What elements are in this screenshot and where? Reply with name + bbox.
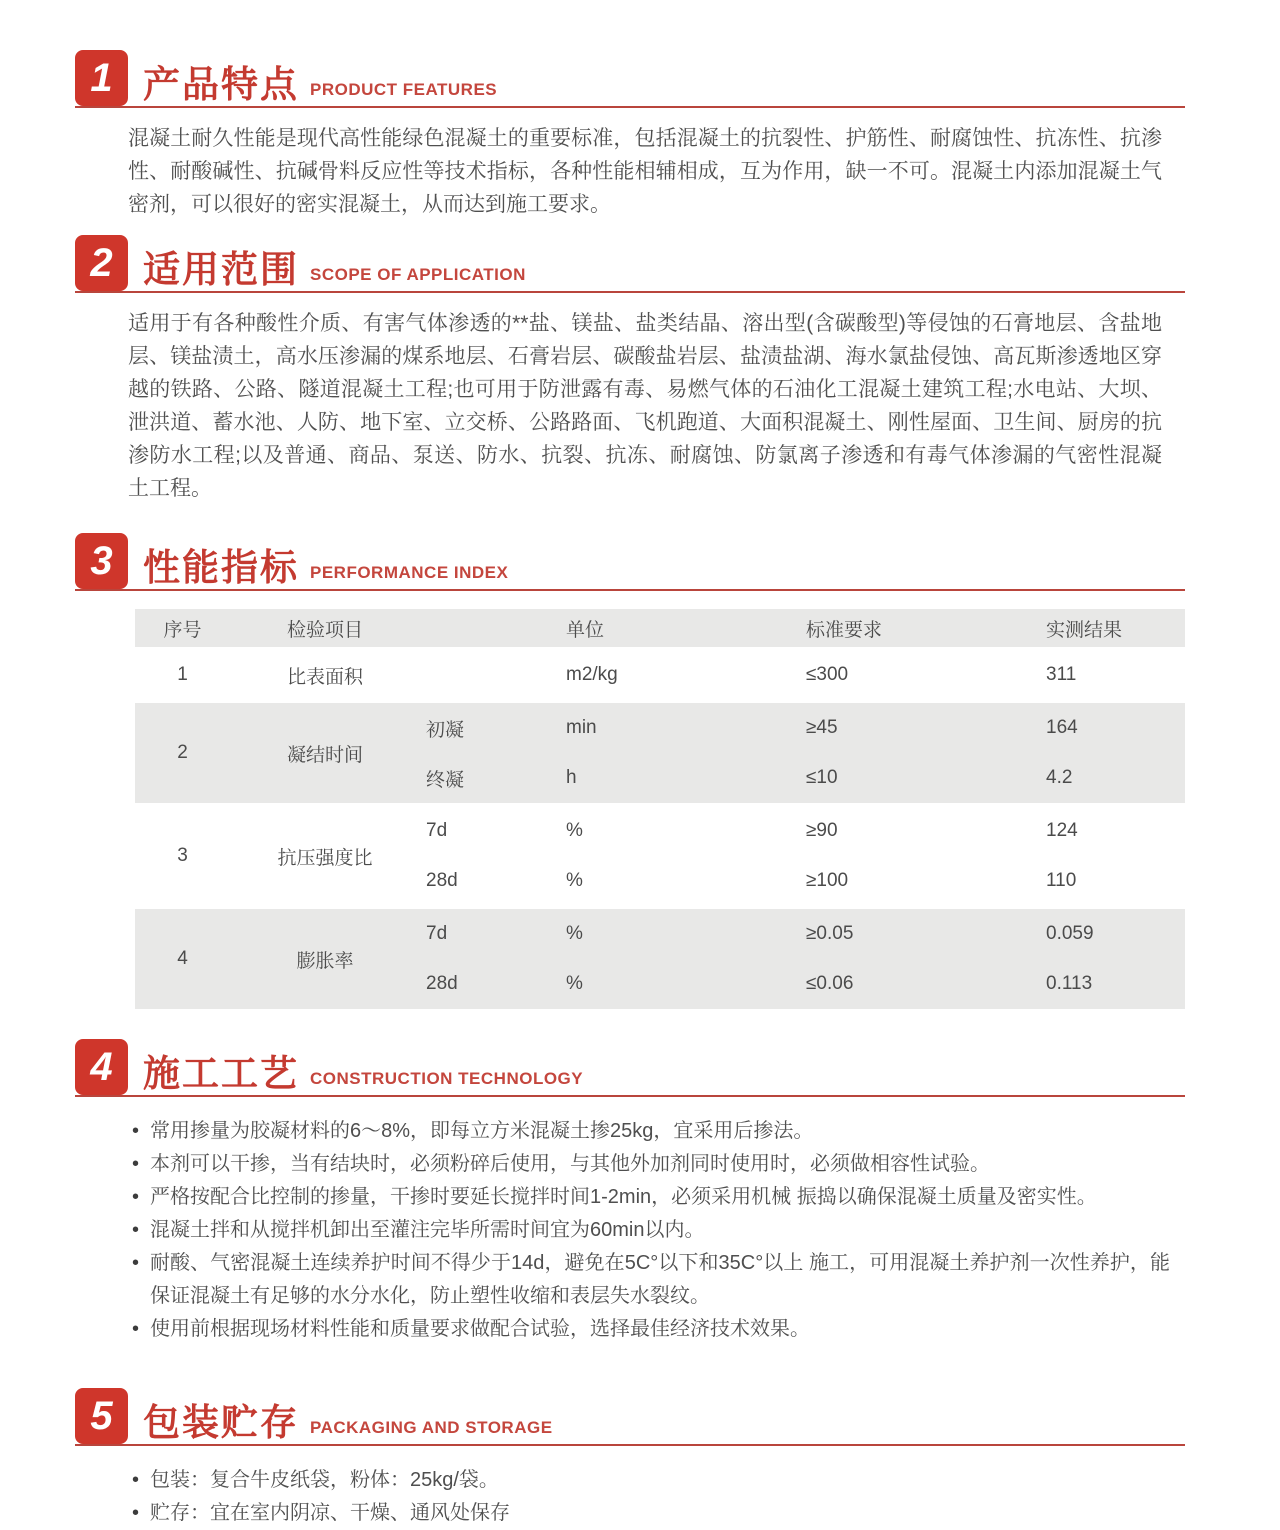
section-2-number-badge xyxy=(75,235,128,291)
row-unit: h xyxy=(566,767,577,788)
section-product-features xyxy=(0,52,1280,221)
row-standard: ≥0.05 xyxy=(806,923,854,944)
section-1-header xyxy=(75,52,1185,108)
list-item: • 严格按配合比控制的掺量，干掺时要延长搅拌时间1-2min，必须采用机械 振捣以确保混凝土质量及密实性。 xyxy=(130,1181,1170,1214)
row-sub: 7d xyxy=(426,820,448,841)
section-2-paragraph: 适用于有各种酸性介质、有害气体渗透的**盐、镁盐、盐类结晶、溶出型(含碳酸型)等侵蚀的石膏地层、含盐地层、镁盐渍土，高水压渗漏的煤系地层、石膏岩层、碳酸盐岩层、盐渍盐湖、海水氯盐侵蚀、高瓦斯渗透地区穿越的铁路、公路、隧道混凝土工程;也可用于防泄露有毒、易燃气体的石油化工混凝土建筑工程;水电站、大坝、泄洪道、蓄水池、人防、地下室、立交桥、公路路面、飞机跑道、大面积混凝土、刚性屋面、卫生间、厨房的抗渗防水工程;以及普通、商品、泵送、防水、抗裂、抗冻、耐腐蚀、防氯离子渗透和有毒气体渗漏的气密性混凝土工程。 xyxy=(128,312,1162,500)
list-item: • 包装：复合牛皮纸袋，粉体：25kg/袋。 xyxy=(130,1464,1170,1497)
row-unit: % xyxy=(566,973,583,994)
row-standard: ≤300 xyxy=(806,664,849,685)
section-2-title-zh: 适用范围 xyxy=(143,249,299,290)
list-item: • 贮存：宜在室内阴凉、干燥、通风处保存 xyxy=(130,1497,1170,1530)
section-construction-technology xyxy=(0,1041,1280,1346)
row-no: 3 xyxy=(177,845,188,866)
section-1-paragraph: 混凝土耐久性能是现代高性能绿色混凝土的重要标准，包括混凝土的抗裂性、护筋性、耐腐蚀性、抗冻性、抗渗性、耐酸碱性、抗碱骨料反应性等技术指标，各种性能相辅相成，互为作用，缺一不可。混凝土内添加混凝土气密剂，可以很好的密实混凝土，从而达到施工要求。 xyxy=(128,127,1162,216)
row-standard: ≥90 xyxy=(806,820,838,841)
row-sub xyxy=(420,650,560,700)
table-header-row xyxy=(135,609,1185,647)
section-3-number: 3 xyxy=(90,539,113,583)
col-header-unit: 单位 xyxy=(566,619,605,641)
row-result: 4.2 xyxy=(1046,767,1073,788)
row-no: 1 xyxy=(177,664,188,685)
row-unit: min xyxy=(566,717,597,738)
packaging-bullet-list xyxy=(130,1464,1170,1530)
section-2-title-en: SCOPE OF APPLICATION xyxy=(310,265,526,284)
section-1-title-en: PRODUCT FEATURES xyxy=(310,80,498,99)
row-sub: 28d xyxy=(426,973,458,994)
row-result: 0.113 xyxy=(1046,973,1093,994)
table-row xyxy=(135,650,1185,700)
section-1-number-badge xyxy=(75,50,128,106)
section-5-number: 5 xyxy=(90,1394,113,1438)
row-unit: % xyxy=(566,870,583,891)
section-4-title-zh: 施工工艺 xyxy=(143,1053,299,1094)
section-4-header xyxy=(75,1041,1185,1097)
row-no: 4 xyxy=(177,948,188,969)
row-result: 110 xyxy=(1046,870,1077,891)
col-header-standard: 标准要求 xyxy=(806,619,883,641)
list-item: • 耐酸、气密混凝土连续养护时间不得少于14d，避免在5C°以下和35C°以上 施工，可用混凝土养护剂一次性养护，能保证混凝土有足够的水分水化，防止塑性收缩和表层失水裂纹。 xyxy=(130,1247,1170,1313)
row-sub: 终凝 xyxy=(426,769,465,791)
row-item: 抗压强度比 xyxy=(277,847,373,869)
row-no: 2 xyxy=(177,742,188,763)
section-5-title-en: PACKAGING AND STORAGE xyxy=(310,1418,553,1437)
section-3-title-en: PERFORMANCE INDEX xyxy=(310,563,509,582)
performance-table xyxy=(135,609,1185,1009)
section-4-number-badge xyxy=(75,1039,128,1095)
row-unit: % xyxy=(566,820,583,841)
section-5-number-badge xyxy=(75,1388,128,1444)
section-5-title-zh: 包装贮存 xyxy=(143,1402,299,1443)
row-item: 膨胀率 xyxy=(296,950,354,972)
row-sub: 28d xyxy=(426,870,458,891)
row-unit: m2/kg xyxy=(566,664,618,685)
list-item: • 本剂可以干掺，当有结块时，必须粉碎后使用，与其他外加剂同时使用时，必须做相容性试验。 xyxy=(130,1148,1170,1181)
table-row xyxy=(135,806,1185,906)
row-standard: ≥45 xyxy=(806,717,838,738)
section-1-title-zh: 产品特点 xyxy=(143,64,299,105)
row-unit: % xyxy=(566,923,583,944)
row-result: 164 xyxy=(1046,717,1078,738)
row-result: 0.059 xyxy=(1046,923,1094,944)
row-result: 311 xyxy=(1046,664,1077,685)
row-result: 124 xyxy=(1046,820,1078,841)
section-3-number-badge xyxy=(75,533,128,589)
table-row xyxy=(135,703,1185,803)
section-4-number: 4 xyxy=(90,1045,113,1089)
row-sub: 初凝 xyxy=(426,719,465,741)
section-3-header xyxy=(75,535,1185,591)
row-standard: ≤10 xyxy=(806,767,838,788)
table-row xyxy=(135,909,1185,1009)
row-standard: ≥100 xyxy=(806,870,849,891)
section-packaging-storage xyxy=(0,1390,1280,1530)
row-standard: ≤0.06 xyxy=(806,973,854,994)
col-header-sub xyxy=(420,609,560,647)
section-scope-of-application xyxy=(0,237,1280,505)
col-header-result: 实测结果 xyxy=(1046,619,1123,641)
section-1-number: 1 xyxy=(90,56,113,100)
row-item: 比表面积 xyxy=(286,666,363,688)
section-5-header xyxy=(75,1390,1185,1446)
section-2-header xyxy=(75,237,1185,293)
section-performance-index xyxy=(0,535,1280,1009)
col-header-no: 序号 xyxy=(163,619,202,641)
section-4-title-en: CONSTRUCTION TECHNOLOGY xyxy=(310,1069,584,1088)
section-2-number: 2 xyxy=(90,241,113,285)
list-item: • 使用前根据现场材料性能和质量要求做配合试验，选择最佳经济技术效果。 xyxy=(130,1313,1170,1346)
row-item: 凝结时间 xyxy=(286,744,363,766)
row-sub: 7d xyxy=(426,923,448,944)
section-3-title-zh: 性能指标 xyxy=(143,547,299,588)
construction-bullet-list xyxy=(130,1115,1170,1346)
list-item: • 常用掺量为胶凝材料的6～8%，即每立方米混凝土掺25kg，宜采用后掺法。 xyxy=(130,1115,1170,1148)
col-header-item: 检验项目 xyxy=(286,619,363,641)
list-item: • 混凝土拌和从搅拌机卸出至灌注完毕所需时间宜为60min以内。 xyxy=(130,1214,1170,1247)
